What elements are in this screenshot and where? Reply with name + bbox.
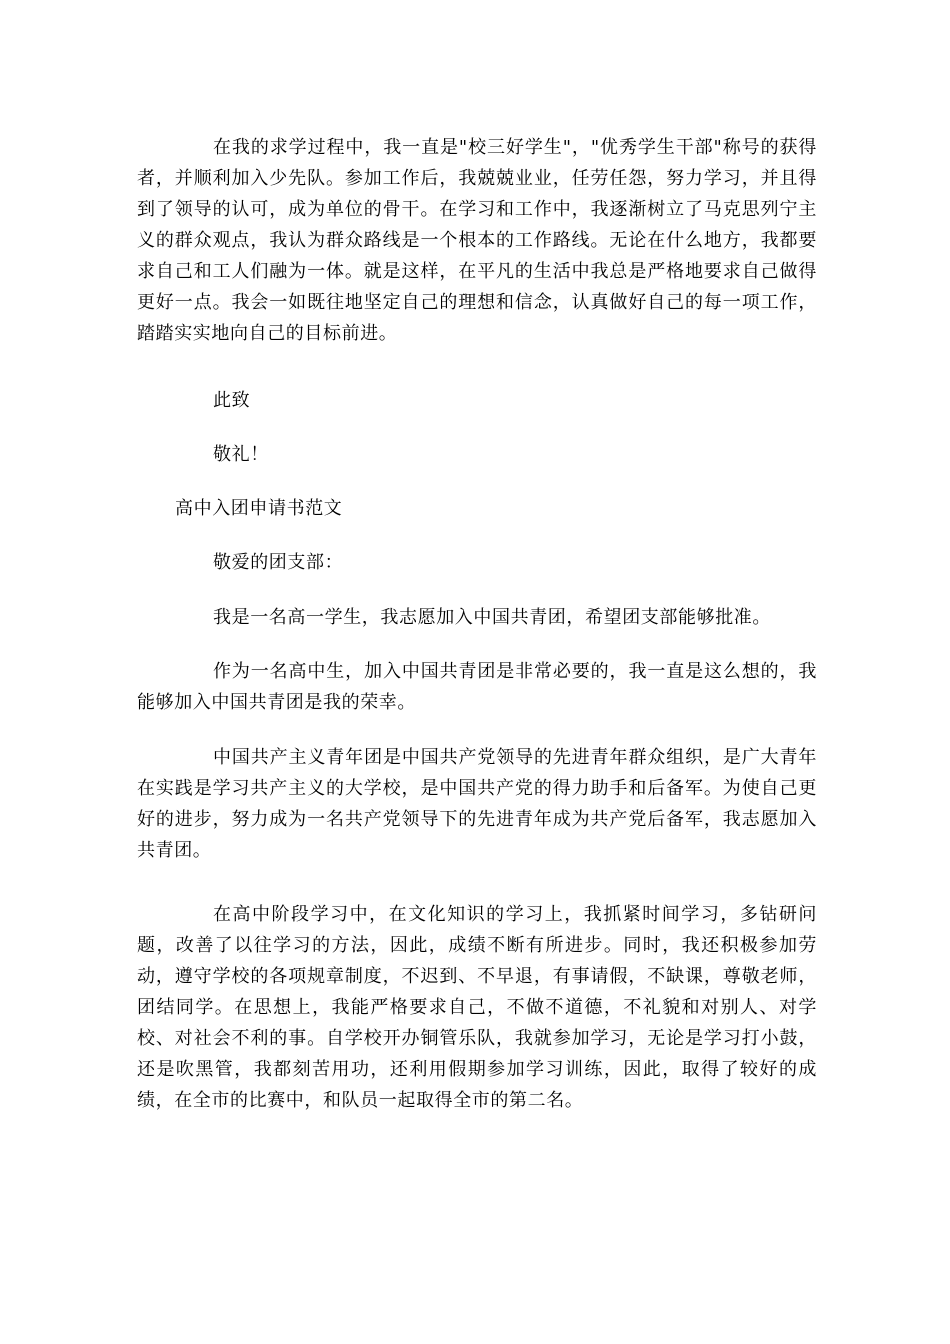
paragraph-study-and-work: 在我的求学过程中，我一直是"校三好学生"，"优秀学生干部"称号的获得者，并顺利加入少先队。参加工作后，我兢兢业业，任劳任怨，努力学习，并且得到了领导的认可，成为单位的骨干。在学习和工作中，我逐渐树立了马克思列宁主义的群众观点，我认为群众路线是一个根本的工作路线。无论在什么地方，我都要求自己和工人们融为一体。就是这样，在平凡的生活中我总是严格地要求自己做得更好一点。我会一如既往地坚定自己的理想和信念，认真做好自己的每一项工作，踏踏实实地向自己的目标前进。 bbox=[137, 137, 817, 344]
section-title: 高中入团申请书范文 bbox=[175, 498, 343, 519]
letter-greeting: 敬爱的团支部： bbox=[213, 552, 344, 573]
paragraph-motivation: 作为一名高中生，加入中国共青团是非常必要的，我一直是这么想的，我能够加入中国共青团是我的荣幸。 bbox=[137, 661, 817, 713]
paragraph-school-performance: 在高中阶段学习中，在文化知识的学习上，我抓紧时间学习，多钻研问题，改善了以往学习的方法，因此，成绩不断有所进步。同时，我还积极参加劳动，遵守学校的各项规章制度，不迟到、不早退，有事请假，不缺课，尊敬老师，团结同学。在思想上，我能严格要求自己，不做不道德，不礼貌和对别人、对学校、对社会不利的事。自学校开办铜管乐队，我就参加学习，无论是学习打小鼓，还是吹黑管，我都刻苦用功，还利用假期参加学习训练，因此，取得了较好的成绩，在全市的比赛中，和队员一起取得全市的第二名。 bbox=[137, 904, 817, 1111]
paragraph-league-description: 中国共产主义青年团是中国共产党领导的先进青年群众组织，是广大青年在实践是学习共产主义的大学校，是中国共产党的得力助手和后备军。为使自己更好的进步，努力成为一名共产党领导下的先进青年成为共产党后备军，我志愿加入共青团。 bbox=[137, 747, 817, 861]
paragraph-application-intro: 我是一名高一学生，我志愿加入中国共青团，希望团支部能够批准。 bbox=[213, 607, 771, 628]
closing-regards: 敬礼！ bbox=[213, 444, 269, 465]
closing-salutation: 此致 bbox=[213, 390, 251, 411]
